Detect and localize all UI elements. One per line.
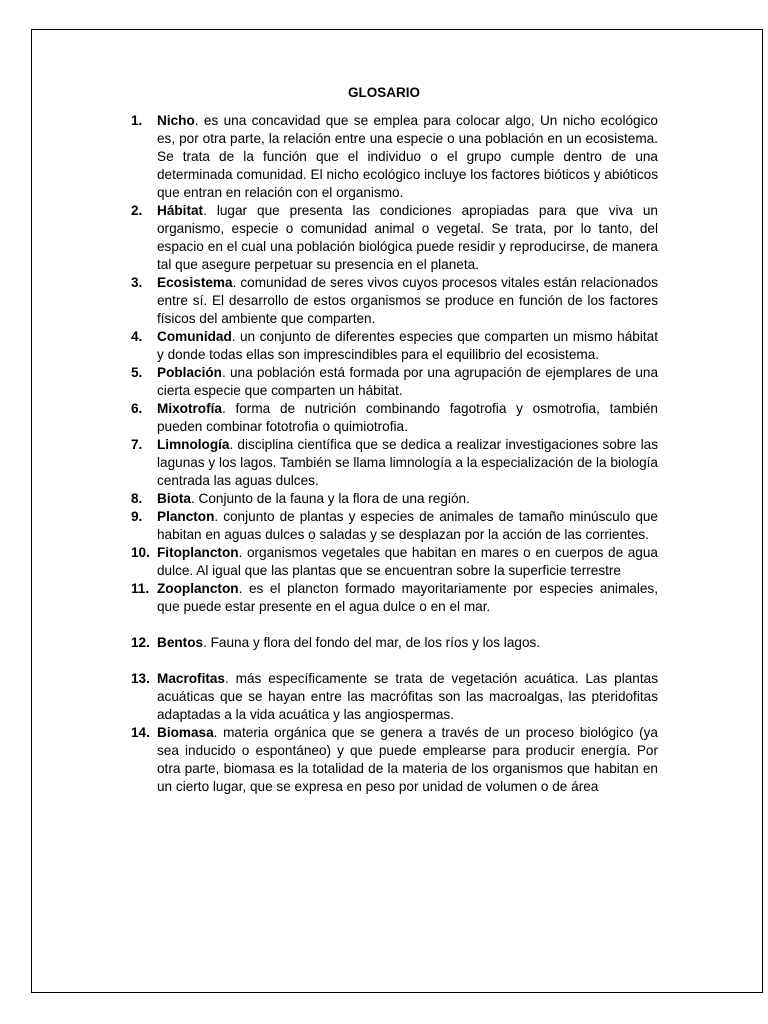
entry-definition: . comunidad de seres vivos cuyos procesos vitales están relacionados entre sí. El desarrollo de estos organismos se produce en función de los factores físicos del ambiente que comparten. — [157, 275, 658, 326]
entry-definition: . Fauna y flora del fondo del mar, de los ríos y los lagos. — [203, 635, 541, 650]
entry-term: Nicho — [157, 113, 195, 128]
entry-definition: . un conjunto de diferentes especies que comparten un mismo hábitat y donde todas ellas son imprescindibles para el equilibrio del ecosistema. — [157, 329, 658, 362]
entry-term: Zooplancton — [157, 581, 239, 596]
entry-number: 7. — [131, 437, 143, 452]
entry-definition: . forma de nutrición combinando fagotrofia y osmotrofia, también pueden combinar fototrofia o quimiotrofia. — [157, 401, 658, 434]
entry-term: Biota — [157, 491, 191, 506]
entry-term: Plancton — [157, 509, 215, 524]
glossary-entry-ecosistema — [131, 274, 658, 328]
entry-number: 10. — [131, 545, 150, 560]
entry-definition: . disciplina científica que se dedica a realizar investigaciones sobre las lagunas y los lagos. También se llama limnología a la especialización de la biología centrada las aguas dulces. — [157, 437, 658, 488]
entry-number: 9. — [131, 509, 143, 524]
glossary-entry-habitat — [131, 202, 658, 274]
glossary-entry-zooplancton — [131, 580, 658, 616]
entry-number: 14. — [131, 725, 150, 740]
glossary-entry-limnologia — [131, 436, 658, 490]
entry-number: 12. — [131, 635, 150, 650]
entry-definition: . conjunto de plantas y especies de animales de tamaño minúsculo que habitan en aguas dulces o saladas y se desplazan por la acción de las corrientes. — [157, 509, 658, 542]
glossary-entry-plancton — [131, 508, 658, 544]
entry-number: 13. — [131, 671, 150, 686]
entry-definition: . una población está formada por una agrupación de ejemplares de una cierta especie que comparten un hábitat. — [157, 365, 658, 398]
glossary-entry-nicho — [131, 112, 658, 202]
entry-definition: . lugar que presenta las condiciones apropiadas para que viva un organismo, especie o comunidad animal o vegetal. Se trata, por lo tanto, del espacio en el cual una población biológica puede residir y reproducirse, de manera tal que asegure perpetuar su presencia en el planeta. — [157, 203, 658, 272]
glossary-entry-macrofitas — [131, 670, 658, 724]
entry-definition: . Conjunto de la fauna y la flora de una región. — [190, 491, 470, 506]
entry-term: Comunidad — [157, 329, 232, 344]
glossary-entry-biomasa — [131, 724, 658, 796]
entry-number: 8. — [131, 491, 143, 506]
document-title: GLOSARIO — [347, 85, 420, 100]
entry-number: 1. — [131, 113, 143, 128]
glossary-entry-fitoplancton — [131, 544, 658, 580]
entry-number: 5. — [131, 365, 143, 380]
entry-term: Macrofitas — [157, 671, 225, 686]
glossary-entry-poblacion — [131, 364, 658, 400]
entry-definition: . organismos vegetales que habitan en mares o en cuerpos de agua dulce. Al igual que las plantas que se encuentran sobre la superficie terrestre — [157, 545, 658, 578]
glossary-entry-bentos — [131, 634, 658, 652]
glossary-entry-comunidad — [131, 328, 658, 364]
entry-term: Limnología — [157, 437, 230, 452]
entry-definition: . materia orgánica que se genera a través de un proceso biológico (ya sea inducido o espontáneo) y que puede emplearse para producir energía. Por otra parte, biomasa es la totalidad de la materia de los organismos que habitan en un cierto lugar, que se expresa en peso por unidad de volumen o de área — [157, 725, 658, 794]
entry-number: 6. — [131, 401, 143, 416]
entry-term: Ecosistema — [157, 275, 233, 290]
entry-number: 3. — [131, 275, 143, 290]
entry-definition: . es el plancton formado mayoritariamente por especies animales, que puede estar presente en el agua dulce o en el mar. — [157, 581, 658, 614]
entry-term: Bentos — [157, 635, 204, 650]
entry-number: 11. — [131, 581, 150, 596]
entry-definition: . es una concavidad que se emplea para colocar algo, Un nicho ecológico es, por otra parte, la relación entre una especie o una población en un ecosistema. Se trata de la función que el individuo o el grupo cumple dentro de una determinada comunidad. El nicho ecológico incluye los factores bióticos y abióticos que entran en relación con el organismo. — [157, 113, 658, 200]
entry-term: Biomasa — [157, 725, 214, 740]
glossary-list — [131, 112, 658, 796]
entry-definition: . más específicamente se trata de vegetación acuática. Las plantas acuáticas que se hayan entre las macrófitas son las macroalgas, las pteridofitas adaptadas a la vida acuática y las angiospermas. — [157, 671, 658, 722]
glossary-entry-mixotrofia — [131, 400, 658, 436]
entry-number: 4. — [131, 329, 143, 344]
entry-term: Hábitat — [157, 203, 204, 218]
entry-term: Población — [157, 365, 222, 380]
glossary-entry-biota — [131, 490, 658, 508]
entry-term: Fitoplancton — [157, 545, 239, 560]
entry-number: 2. — [131, 203, 143, 218]
entry-term: Mixotrofía — [157, 401, 222, 416]
